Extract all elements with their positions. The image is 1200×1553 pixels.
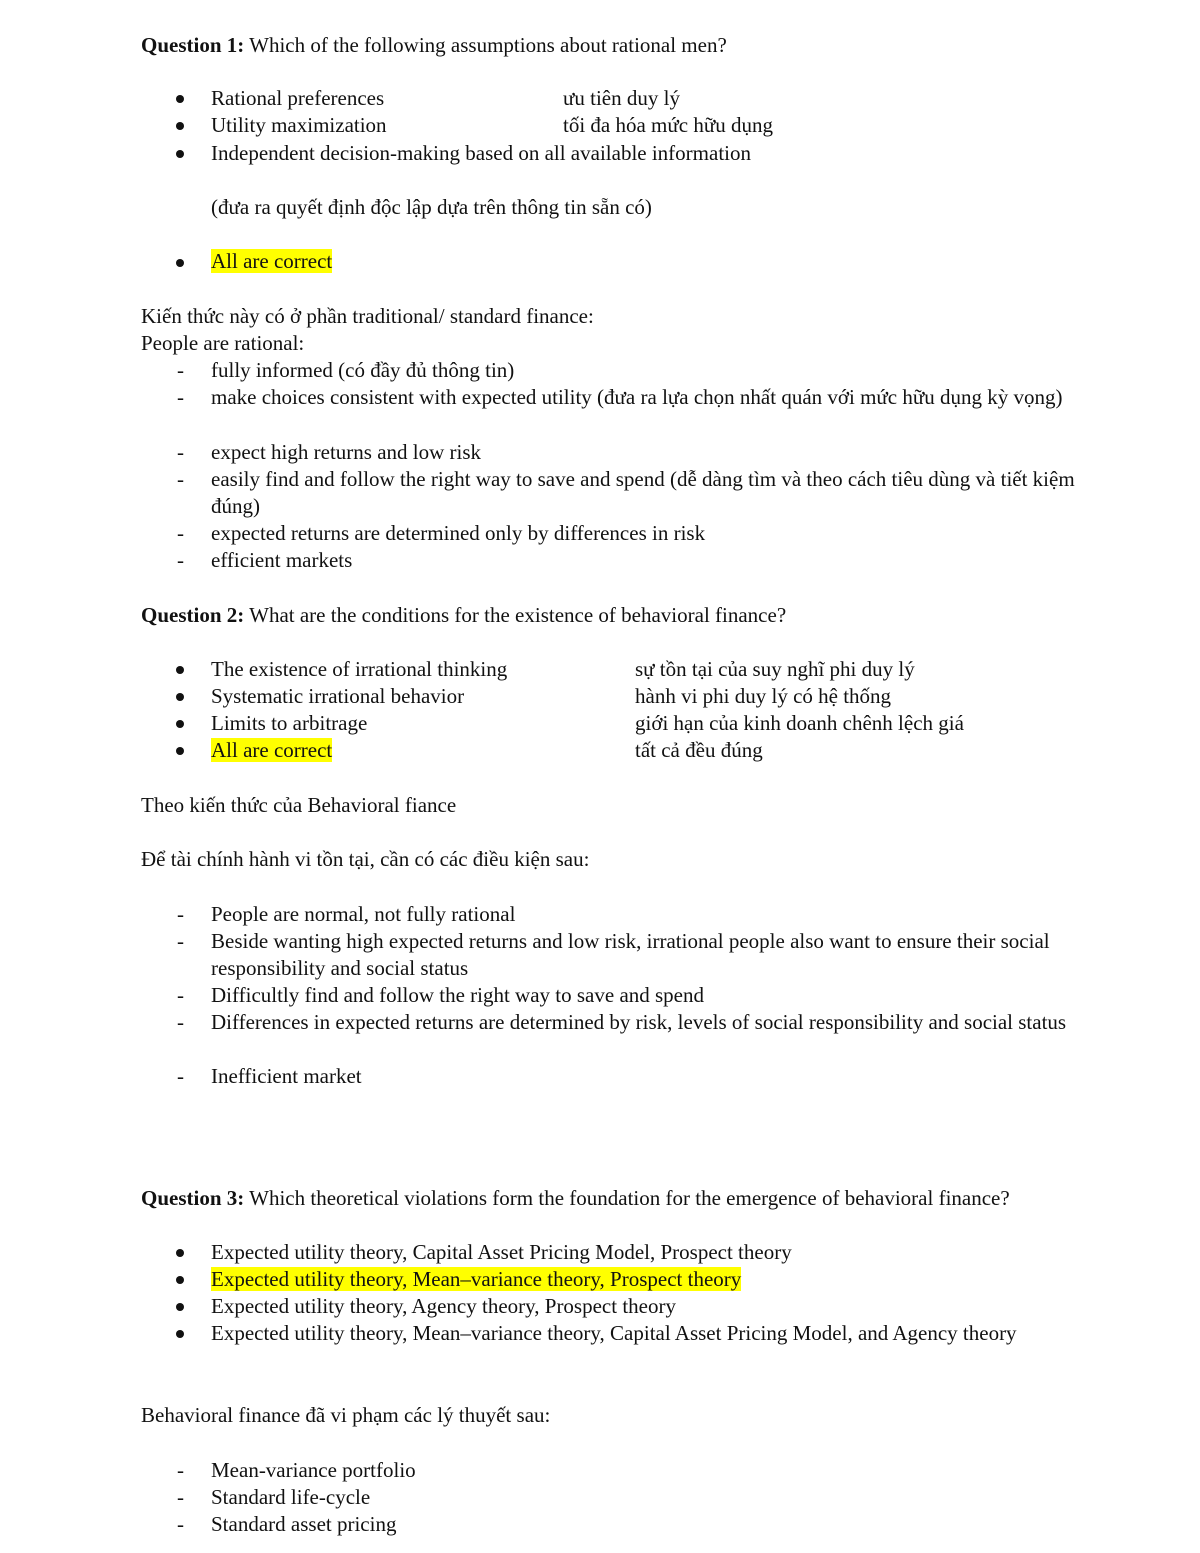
question-3-text: Which theoretical violations form the foundation for the emergence of behavioral finance? [244,1186,1010,1210]
bullet-icon [176,150,184,158]
q2-option-2: Systematic irrational behavior [211,684,465,708]
q1-point: fully informed (có đầy đủ thông tin) [211,358,515,382]
q1-option-3: Independent decision-making based on all available information [211,141,751,165]
bullet-icon [176,95,184,103]
dash-icon: - [177,1064,184,1088]
q3-answer-highlight: Expected utility theory, Mean–variance theory, Prospect theory [211,1267,742,1291]
q1-point: efficient markets [211,548,353,572]
q1-point: expected returns are determined only by differences in risk [211,521,706,545]
q1-explanation-sub: People are rational: [141,331,305,355]
question-3-label: Question 3: [141,1186,245,1210]
question-3-title [141,1185,1010,1212]
q1-option-1-vi: ưu tiên duy lý [563,86,680,110]
bullet-icon [176,1330,184,1338]
q3-explanation-title: Behavioral finance đã vi phạm các lý thuyết sau: [141,1403,551,1427]
q2-option-3: Limits to arbitrage [211,711,368,735]
q2-option-4-vi: tất cả đều đúng [635,738,763,762]
q1-answer-highlight: All are correct [211,249,333,273]
q2-option-2-vi: hành vi phi duy lý có hệ thống [635,684,892,708]
q1-point: make choices consistent with expected utility (đưa ra lựa chọn nhất quán với mức hữu dụng kỳ vọng) [211,385,1063,409]
q2-point: Inefficient market [211,1064,362,1088]
q2-point: Beside wanting high expected returns and low risk, irrational people also want to ensure their social responsibility and social status [211,929,1050,980]
q1-option-1: Rational preferences [211,86,385,110]
q2-answer-highlight: All are correct [211,738,333,762]
question-2-label: Question 2: [141,603,245,627]
q2-explanation-title: Theo kiến thức của Behavioral fiance [141,793,457,817]
q1-option-2-vi: tối đa hóa mức hữu dụng [563,113,773,137]
q3-point: Standard life-cycle [211,1485,371,1509]
q3-option-3: Expected utility theory, Agency theory, Prospect theory [211,1294,676,1318]
dash-icon: - [177,440,184,464]
question-1-text: Which of the following assumptions about rational men? [244,33,727,57]
dash-icon: - [177,1485,184,1509]
dash-icon: - [177,521,184,545]
question-1-title [141,32,727,59]
dash-icon: - [177,983,184,1007]
q2-point: Difficultly find and follow the right way to save and spend [211,983,705,1007]
q1-point: expect high returns and low risk [211,440,482,464]
q2-point: People are normal, not fully rational [211,902,516,926]
bullet-icon [176,122,184,130]
bullet-icon [176,259,184,267]
q1-point: easily find and follow the right way to save and spend (dễ dàng tìm và theo cách tiêu dùng và tiết kiệm đúng) [211,467,1075,518]
dash-icon: - [177,548,184,572]
question-2-title [141,602,786,629]
dash-icon: - [177,467,184,491]
dash-icon: - [177,1010,184,1034]
q2-option-1: The existence of irrational thinking [211,657,508,681]
q3-point: Standard asset pricing [211,1512,397,1536]
dash-icon: - [177,1512,184,1536]
bullet-icon [176,747,184,755]
q1-explanation-title: Kiến thức này có ở phần traditional/ standard finance: [141,304,594,328]
dash-icon: - [177,929,184,953]
question-2-text: What are the conditions for the existence of behavioral finance? [244,603,787,627]
bullet-icon [176,693,184,701]
q3-option-1: Expected utility theory, Capital Asset Pricing Model, Prospect theory [211,1240,792,1264]
dash-icon: - [177,358,184,382]
q1-option-2: Utility maximization [211,113,387,137]
q2-point: Differences in expected returns are determined by risk, levels of social responsibility and social status [211,1010,1067,1034]
bullet-icon [176,666,184,674]
bullet-icon [176,1303,184,1311]
bullet-icon [176,1276,184,1284]
q2-option-3-vi: giới hạn của kinh doanh chênh lệch giá [635,711,964,735]
q3-point: Mean-variance portfolio [211,1458,416,1482]
dash-icon: - [177,385,184,409]
q2-option-1-vi: sự tồn tại của suy nghĩ phi duy lý [635,657,915,681]
q1-answer [211,248,332,275]
q3-answer [211,1266,741,1293]
question-1-label: Question 1: [141,33,245,57]
q1-option-3-note: (đưa ra quyết định độc lập dựa trên thông tin sẵn có) [211,195,652,219]
dash-icon: - [177,1458,184,1482]
q2-explanation-sub: Để tài chính hành vi tồn tại, cần có các điều kiện sau: [141,847,590,871]
bullet-icon [176,720,184,728]
q3-option-4: Expected utility theory, Mean–variance theory, Capital Asset Pricing Model, and Agency theory [211,1321,1017,1345]
bullet-icon [176,1249,184,1257]
dash-icon: - [177,902,184,926]
q2-answer [211,737,332,764]
